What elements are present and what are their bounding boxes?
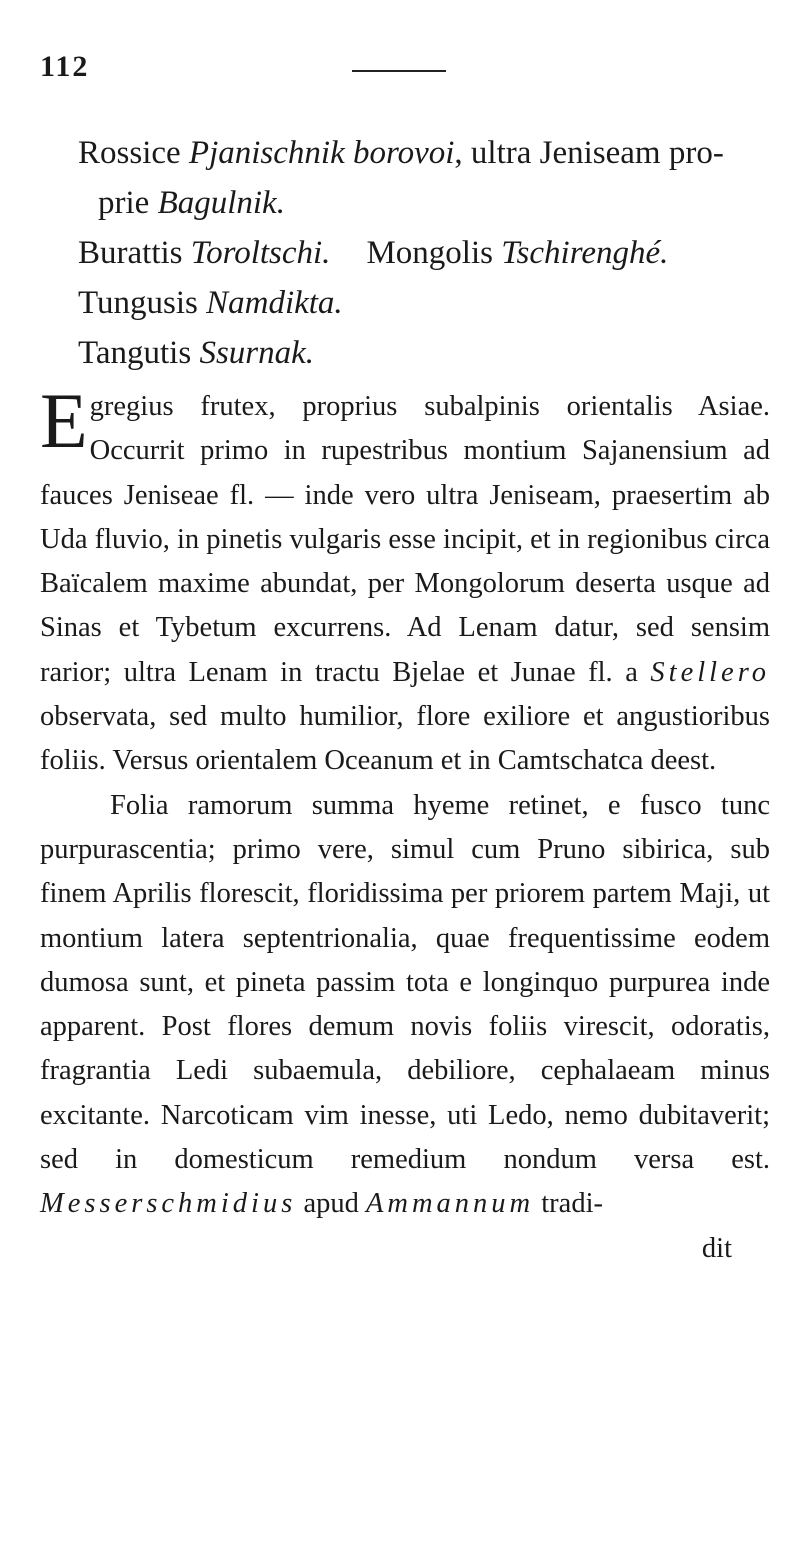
page-number: 112 (40, 50, 90, 83)
names-line-continuation (78, 178, 760, 228)
names-line-text: Tangutis (78, 335, 200, 371)
names-line-text: prie (98, 185, 158, 221)
names-line-text: Tungusis (78, 285, 207, 321)
vernacular-name: Ssurnak. (199, 335, 315, 371)
paragraph-phenology (40, 784, 770, 1227)
author-name: Ammannum (365, 1188, 535, 1220)
names-line-text: , ultra Jeniseam pro- (454, 135, 724, 171)
paragraph-text: tradi- (534, 1188, 603, 1220)
vernacular-name: Tschirenghé. (501, 235, 669, 271)
drop-cap: E (40, 377, 88, 464)
names-line-buryat-mongol (78, 228, 760, 278)
vernacular-name: Toroltschi. (190, 235, 331, 271)
vernacular-name: Bagulnik. (157, 185, 285, 221)
body-text (40, 377, 770, 1271)
header-rule (352, 70, 446, 72)
vernacular-names-block (78, 128, 760, 378)
paragraph-text: observata, sed multo humilior, flore exiliore et angustioribus foliis. Versus orientalem Oceanum et in Camtschatca deest. (40, 701, 770, 777)
vernacular-name: Namdikta. (206, 285, 343, 321)
author-name: Stellero (650, 656, 770, 688)
catchword: dit (701, 1232, 732, 1264)
names-line-russian (78, 128, 760, 178)
names-line-text: Mongolis (366, 235, 502, 271)
paragraph-text: gregius frutex, proprius subalpinis orientalis Asiae. Occurrit primo in rupestribus montium Sajanensium ad fauces Jeniseae fl. — inde vero ultra Jeniseam, praesertim ab Uda fluvio, in pinetis vulgaris esse incipit, et in regionibus circa Baïcalem maxime abundat, per Mongolorum deserta usque ad Sinas et Tybetum excurrens. Ad Lenam datur, sed sensim rarior; ultra Lenam in tractu Bjelae et Junae fl. a (40, 391, 770, 688)
paragraph-distribution (40, 377, 770, 784)
author-name: Messerschmidius (40, 1188, 297, 1220)
vernacular-name: Pjanischnik borovoi (188, 135, 455, 171)
names-line-tangut (78, 328, 760, 378)
names-line-text: Rossice (78, 135, 189, 171)
paragraph-text: apud (296, 1188, 366, 1220)
paragraph-text: Folia ramorum summa hyeme retinet, e fusco tunc purpurascentia; primo vere, simul cum Pruno sibirica, sub finem Aprilis florescit, floridissima per priorem partem Maji, ut montium latera septentrionalia, quae frequentissime eodem dumosa sunt, et pineta passim tota e longinquo purpurea inde apparent. Post flores demum novis foliis virescit, odoratis, fragrantia Ledi subaemula, debiliore, cephalaeam minus excitante. Narcoticam vim inesse, uti Ledo, nemo dubitaverit; sed in domesticum remedium nondum versa est. (40, 789, 770, 1176)
names-line-tungus (78, 278, 760, 328)
names-line-text: Burattis (78, 235, 191, 271)
